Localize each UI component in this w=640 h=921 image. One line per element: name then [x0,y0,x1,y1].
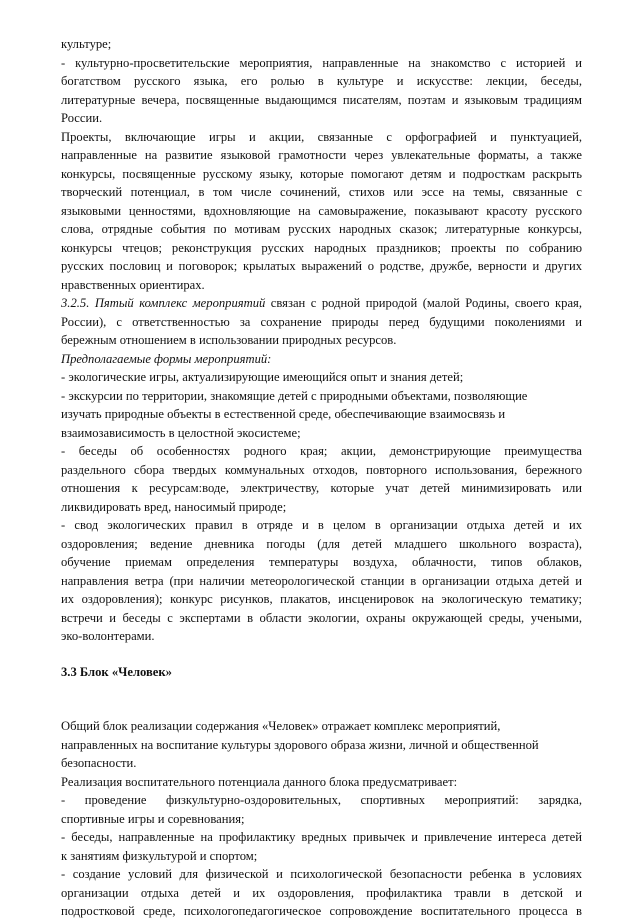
italic-run: Предполагаемые формы мероприятий: [61,351,272,366]
text-line [61,91,582,110]
text-line [61,424,582,443]
text-run: организации отдыха детей и их оздоровления, профилактика травли в детской и [61,885,582,900]
text-run: изучать природные объекты в естественной среде, обеспечивающие взаимосвязь и [61,407,506,421]
text-line [61,884,582,903]
text-run: литературные вечера, посвященные выдающимся писателям, поэтам и языковым традициям [61,92,582,107]
section-3-3-text [61,717,582,921]
text-line [61,442,582,461]
text-line [61,405,582,424]
text-run: - культурно-просветительские мероприятия, направленные на знакомство с историей и [61,55,582,70]
text-line [61,387,582,406]
text-line [61,479,582,498]
text-line [61,828,582,847]
text-line [61,535,582,554]
text-run: раздельного сбора твердых коммунальных отходов, повторного использования, бережного [61,462,582,477]
text-line [61,54,582,73]
text-run: России. [61,111,103,125]
text-run: слова, отрядные события по мотивам русских народных сказок; литературные конкурсы, [61,222,582,236]
text-run: подростковой среде, психологопедагогическое сопровождение воспитательного процесса в [61,904,582,918]
text-line [61,736,582,755]
section-3-2-5-text [61,35,582,646]
text-line [61,202,582,221]
text-run: творческий потенциал, в том числе сочинений, стихов или эссе на темы, связанные с [61,185,582,199]
text-run: направленных на воспитание культуры здорового образа жизни, личной и общественной [61,737,539,752]
spacer [61,699,582,717]
text-line [61,313,582,332]
text-line [61,220,582,239]
text-line [61,609,582,628]
text-run: спортивные игры и соревнования; [61,811,245,826]
text-run: направленные на развитие языковой грамотности через увлекательные форматы, а также [61,148,582,162]
text-line [61,516,582,535]
text-run: эко-волонтерами. [61,629,155,643]
text-line [61,754,582,773]
text-run: к занятиям физкультурой и спортом; [61,848,258,863]
text-run: конкурсы, посвященные русскому языку, которые помогают детям и подросткам раскрыть [61,166,582,181]
text-run: - свод экологических правил в отряде и в целом в организации отдыха детей и их [61,518,582,532]
text-line [61,257,582,276]
text-line [61,165,582,184]
text-run: взаимозависимость в целостной экосистеме; [61,425,301,440]
text-run: богатством русского языка, его ролью в культуре и искусстве: лекции, беседы, [61,74,582,88]
text-line [61,810,582,829]
text-run: отношения к ресурсам:воде, электричеству, которые учат детей минимизировать или [61,481,582,495]
text-line [61,128,582,147]
text-run: направления ветра (при наличии метеорологической станции в организации отдыха детей и [61,573,582,588]
section-heading: 3.3 Блок «Человек» [61,664,172,679]
text-run: оздоровления; ведение дневника погоды (для детей младшего школьного возраста), [61,536,582,551]
text-run: русских пословиц и поговорок; крылатых выражений о родстве, дружбе, верности и других [61,259,582,273]
text-line [61,146,582,165]
text-run: встречи и беседы с экспертами в области экологии, охраны окружающей среды, учеными, [61,610,582,625]
text-line [61,350,582,369]
text-line [61,572,582,591]
text-line [61,865,582,884]
text-run: языковыми ценностями, вдохновляющие на самовыражение, показывают красоту русского [61,203,582,218]
text-run: - создание условий для физической и психологической безопасности ребенка в условиях [61,867,582,881]
text-run: - экологические игры, актуализирующие имеющийся опыт и знания детей; [61,370,464,384]
text-run: Проекты, включающие игры и акции, связанные с орфографией и пунктуацией, [61,129,582,144]
text-run: Общий блок реализации содержания «Человек» отражает комплекс мероприятий, [61,719,501,733]
text-run: - беседы об особенностях родного края; акции, демонстрирующие преимущества [61,444,582,458]
text-line [61,72,582,91]
text-line [61,553,582,572]
text-run: - беседы, направленные на профилактику вредных привычек и привлечение интереса детей [61,830,582,844]
text-run: Реализация воспитательного потенциала данного блока предусматривает: [61,774,458,789]
text-run: их оздоровления); конкурс рисунков, плакатов, инсценировок на экологическую тематику; [61,592,582,606]
text-run: - экскурсии по территории, знакомящие детей с природными объектами, позволяющие [61,388,528,403]
text-run: обучение приемам определения температуры воздуха, облачности, типов облаков, [61,555,582,569]
text-line [61,847,582,866]
text-line [61,717,582,736]
text-line [61,627,582,646]
text-run: нравственных ориентирах. [61,277,205,292]
text-line [61,902,582,921]
text-line [61,368,582,387]
text-line [61,498,582,517]
italic-run: 3.2.5. Пятый комплекс мероприятий [61,296,266,310]
text-line [61,276,582,295]
text-line [61,461,582,480]
text-line [61,294,582,313]
text-line [61,791,582,810]
text-run: России), с ответственностью за сохранение природы перед будущими поколениями и [61,314,582,329]
text-line [61,239,582,258]
text-run: безопасности. [61,756,137,770]
text-line [61,331,582,350]
text-run: - проведение физкультурно-оздоровительных, спортивных мероприятий: зарядка, [61,793,582,807]
text-line [61,590,582,609]
text-run: конкурсы чтецов; реконструкция русских народных праздников; проекты по собранию [61,240,582,255]
text-run: связан с родной природой (малой Родины, своего края, [265,296,582,310]
text-run: бережным отношением в использовании природных ресурсов. [61,333,397,347]
text-run: культуре; [61,37,112,51]
text-line [61,109,582,128]
text-run: ликвидировать вред, наносимый природе; [61,499,287,514]
text-line [61,183,582,202]
text-line [61,35,582,54]
text-line [61,773,582,792]
